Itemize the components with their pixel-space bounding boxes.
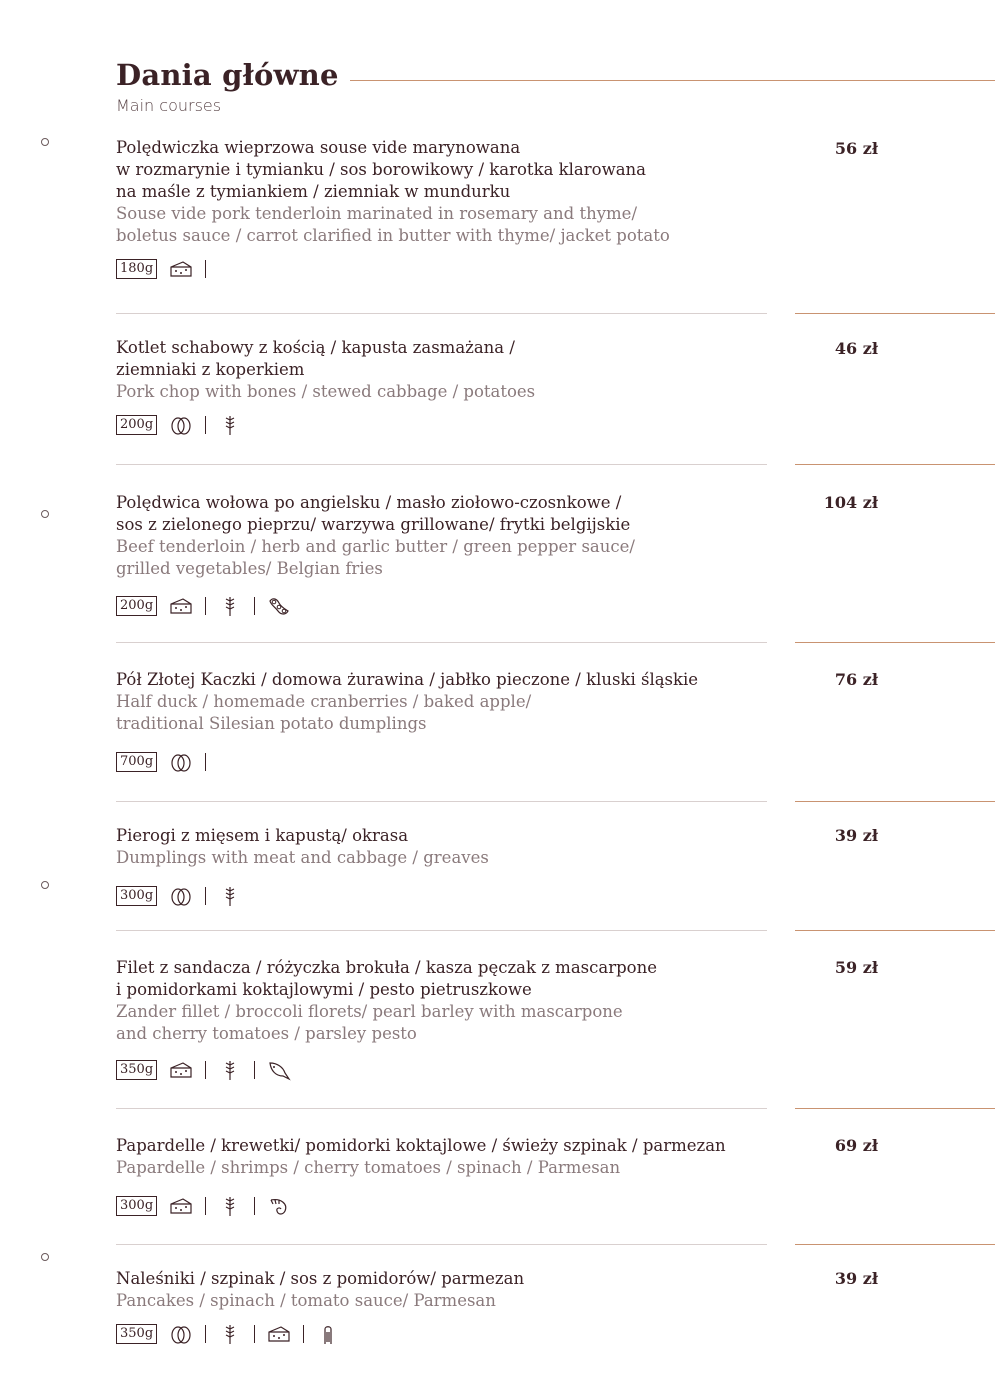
dish-meta [116, 1059, 301, 1081]
dish-name-en: Zander fillet / broccoli florets/ pearl barley with mascarpone and cherry tomatoes / parsley pesto [116, 1002, 623, 1043]
menu-item [116, 825, 776, 869]
celery-icon [316, 1323, 340, 1345]
divider [254, 1325, 255, 1343]
dish-price: 69 zł [834, 1136, 878, 1155]
dish-price: 59 zł [834, 958, 878, 977]
binder-hole [41, 1253, 49, 1261]
dish-price: 39 zł [834, 826, 878, 845]
divider [795, 642, 995, 643]
divider [205, 753, 206, 771]
weight-badge: 180g [116, 259, 157, 279]
divider [205, 887, 206, 905]
divider [205, 597, 206, 615]
divider [116, 930, 767, 931]
wheat-icon [218, 885, 242, 907]
dish-meta [116, 1195, 301, 1217]
weight-badge: 300g [116, 886, 157, 906]
wheat-icon [218, 1195, 242, 1217]
shrimp-icon [267, 1195, 291, 1217]
divider [254, 1197, 255, 1215]
dish-price: 104 zł [823, 493, 878, 512]
binder-hole [41, 138, 49, 146]
dish-name-en: Souse vide pork tenderloin marinated in rosemary and thyme/ boletus sauce / carrot clarified in butter with thyme/ jacket potato [116, 204, 670, 245]
weight-badge: 300g [116, 1196, 157, 1216]
divider [795, 801, 995, 802]
divider [205, 1061, 206, 1079]
wheat-icon [218, 595, 242, 617]
egg-icon [169, 885, 193, 907]
divider [205, 1325, 206, 1343]
weight-badge: 350g [116, 1324, 157, 1344]
divider [795, 930, 995, 931]
menu-item [116, 957, 776, 1045]
dish-meta [116, 414, 252, 436]
weight-badge: 200g [116, 596, 157, 616]
weight-badge: 350g [116, 1060, 157, 1080]
cheese-icon [267, 1323, 291, 1345]
binder-hole [41, 510, 49, 518]
wheat-icon [218, 1059, 242, 1081]
wheat-icon [218, 1323, 242, 1345]
divider [205, 260, 206, 278]
header-divider [350, 80, 995, 81]
dish-name-pl: Kotlet schabowy z kością / kapusta zasmażana / ziemniaki z koperkiem [116, 338, 515, 379]
page-subtitle: Main courses [116, 96, 222, 115]
dish-price: 46 zł [834, 339, 878, 358]
cheese-icon [169, 258, 193, 280]
dish-name-pl: Filet z sandacza / różyczka brokuła / kasza pęczak z mascarpone i pomidorkami koktajlowymi / pesto pietruszkowe [116, 958, 657, 999]
menu-item [116, 337, 776, 403]
dish-name-pl: Pół Złotej Kaczki / domowa żurawina / jabłko pieczone / kluski śląskie [116, 670, 699, 689]
binder-hole [41, 881, 49, 889]
egg-icon [169, 751, 193, 773]
dish-name-en: Pancakes / spinach / tomato sauce/ Parmesan [116, 1291, 496, 1310]
divider [116, 1108, 767, 1109]
divider [254, 1061, 255, 1079]
fish-icon [267, 1059, 291, 1081]
menu-item [116, 137, 776, 247]
dish-price: 39 zł [834, 1269, 878, 1288]
dish-meta [116, 258, 218, 280]
egg-icon [169, 1323, 193, 1345]
dish-name-pl: Papardelle / krewetki/ pomidorki koktajlowe / świeży szpinak / parmezan [116, 1136, 726, 1155]
divider [116, 464, 767, 465]
cheese-icon [169, 595, 193, 617]
dish-meta [116, 595, 301, 617]
divider [205, 416, 206, 434]
dish-name-en: Beef tenderloin / herb and garlic butter / green pepper sauce/ grilled vegetables/ Belgian fries [116, 537, 635, 578]
divider [795, 313, 995, 314]
cheese-icon [169, 1195, 193, 1217]
dish-price: 76 zł [834, 670, 878, 689]
dish-meta [116, 1323, 350, 1345]
menu-item [116, 669, 776, 735]
dish-name-pl: Naleśniki / szpinak / sos z pomidorów/ parmezan [116, 1269, 525, 1288]
weight-badge: 200g [116, 415, 157, 435]
dish-name-pl: Polędwiczka wieprzowa souse vide marynowana w rozmarynie i tymianku / sos borowikowy / karotka klarowana na maśle z tymiankiem / ziemniak w mundurku [116, 138, 647, 201]
cheese-icon [169, 1059, 193, 1081]
soy-icon [267, 595, 291, 617]
divider [254, 597, 255, 615]
divider [116, 642, 767, 643]
wheat-icon [218, 414, 242, 436]
dish-name-en: Dumplings with meat and cabbage / greaves [116, 848, 489, 867]
divider [303, 1325, 304, 1343]
egg-icon [169, 414, 193, 436]
dish-name-pl: Pierogi z mięsem i kapustą/ okrasa [116, 826, 409, 845]
page-title: Dania główne [116, 58, 339, 92]
menu-item [116, 1135, 786, 1179]
dish-price: 56 zł [834, 139, 878, 158]
menu-item [116, 492, 776, 580]
dish-name-en: Papardelle / shrimps / cherry tomatoes / spinach / Parmesan [116, 1158, 621, 1177]
menu-item [116, 1268, 776, 1312]
dish-meta [116, 885, 252, 907]
dish-name-pl: Polędwica wołowa po angielsku / masło ziołowo-czosnkowe / sos z zielonego pieprzu/ warzywa grillowane/ frytki belgijskie [116, 493, 631, 534]
dish-meta [116, 751, 218, 773]
divider [795, 1244, 995, 1245]
dish-name-en: Pork chop with bones / stewed cabbage / potatoes [116, 382, 536, 401]
divider [116, 801, 767, 802]
dish-name-en: Half duck / homemade cranberries / baked apple/ traditional Silesian potato dumplings [116, 692, 532, 733]
weight-badge: 700g [116, 752, 157, 772]
divider [795, 464, 995, 465]
divider [205, 1197, 206, 1215]
divider [795, 1108, 995, 1109]
divider [116, 1244, 767, 1245]
divider [116, 313, 767, 314]
